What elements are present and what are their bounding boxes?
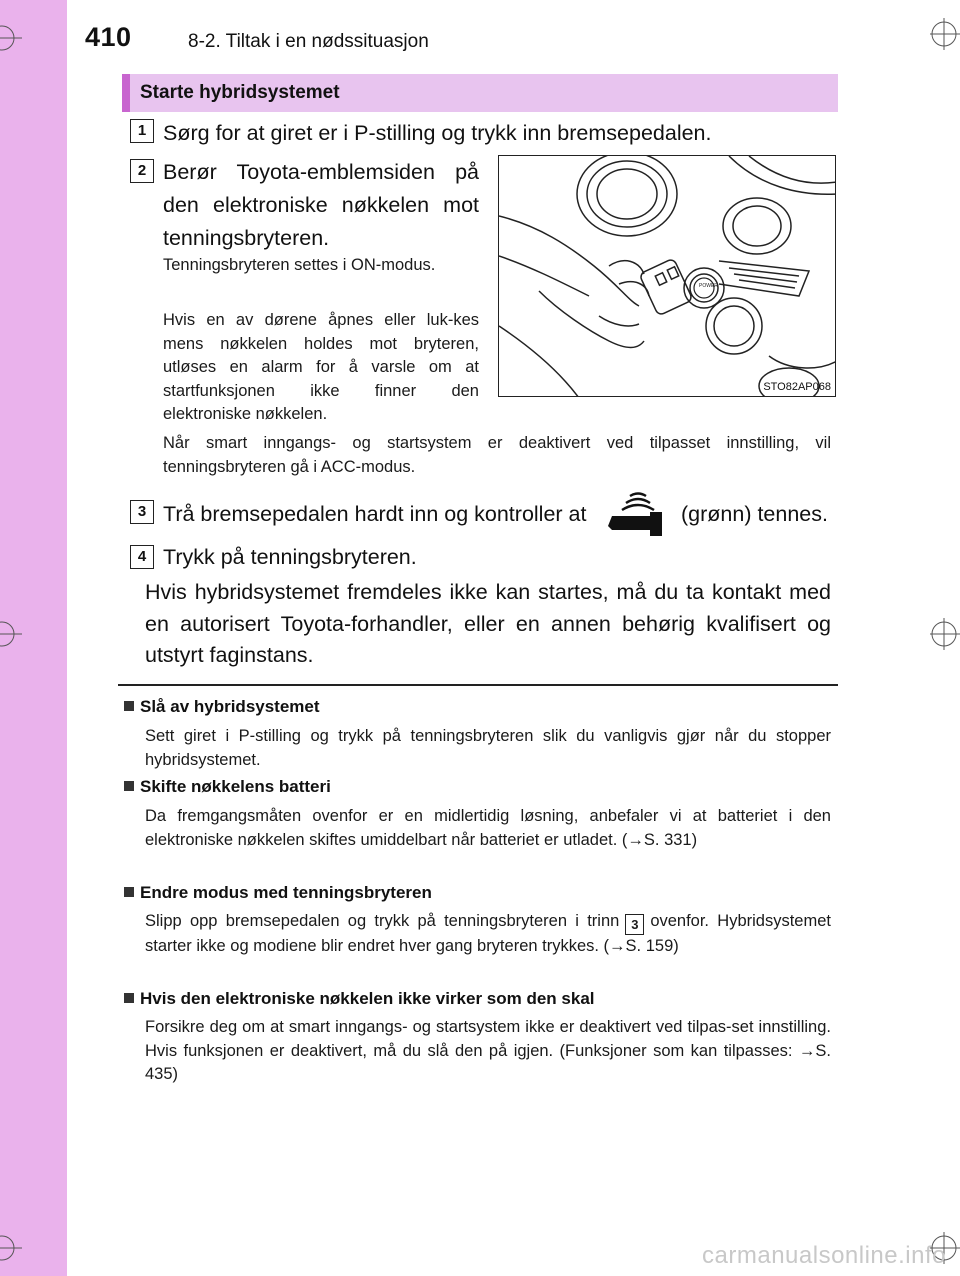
square-bullet-icon [124,887,134,897]
note-body-turn-off: Sett giret i P-stilling og trykk på tenningsbryteren slik du vanligvis gjør når du stopper hybridsystemet. [145,727,831,769]
step-1-text: Sørg for at giret er i P-stilling og trykk inn bremsepedalen. [163,121,712,145]
ready-indicator-key-icon [600,490,670,536]
square-bullet-icon [124,993,134,1003]
square-bullet-icon [124,701,134,711]
step-2-note-alarm: Hvis en av dørene åpnes eller luk-kes mens nøkkelen holdes mot bryteren, utløses en alarm for å varsle om at startfunksjonen ikke finner den elektroniske nøkkelen. [163,311,479,423]
square-bullet-icon [124,781,134,791]
step-number-3: 3 [130,500,154,524]
note-heading-turn-off: Slå av hybridsystemet [124,697,320,717]
step-2-note-acc-mode: Når smart inngangs- og startsystem er deaktivert ved tilpasset innstilling, vil tenningsbryteren gå i ACC-modus. [163,434,831,476]
hand-holding-key-drawing [499,156,836,397]
section-header-accent-bar [122,74,130,112]
step-number-1: 1 [130,119,154,143]
registration-mark-top-left [0,18,22,58]
step-3-text-before: Trå bremsepedalen hardt inn og kontroller at [163,502,587,526]
note-body-battery: Da fremgangsmåten ovenfor er en midlertidig løsning, anbefaler vi at batteriet i den elektroniske nøkkelen skiftes umiddelbart når batteriet er utladet. (→S. 331) [145,807,831,849]
registration-mark-top-right [930,14,960,54]
closing-paragraph: Hvis hybridsystemet fremdeles ikke kan startes, må du ta kontakt med en autorisert Toyota-forhandler, eller en annen behørig kvalifisert og utstyrt faginstans. [145,580,831,667]
section-divider [118,684,838,686]
note-body-change-mode: Slipp opp bremsepedalen og trykk på tenningsbryteren i trinn 3 ovenfor. Hybridsystemet starter ikke og modiene blir endret hver gang bryteren trykkes. (→S. 159) [145,912,831,955]
step-number-2: 2 [130,159,154,183]
power-button [694,278,718,298]
step-4-text: Trykk på tenningsbryteren. [163,545,417,569]
step-3-text-after: (grønn) tennes. [681,502,828,526]
section-header [122,74,838,112]
registration-mark-middle-right [930,614,960,654]
watermark: carmanualsonline.info [702,1242,946,1269]
section-title: Starte hybridsystemet [140,82,340,103]
chapter-section-title: 8-2. Tiltak i en nødssituasjon [188,31,429,52]
note-body-key-not-working: Forsikre deg om at smart inngangs- og startsystem ikke er deaktivert ved tilpas-set innstilling. Hvis funksjonen er deaktivert, må du slå den på igjen. (Funksjoner som kan tilpasses: →S. 435) [145,1018,831,1083]
page-number: 410 [85,22,132,52]
note-heading-change-mode: Endre modus med tenningsbryteren [124,883,432,903]
key-on-ignition-illustration [498,155,836,397]
step-2-note-on-mode: Tenningsbryteren settes i ON-modus. [163,256,436,274]
step-2-text: Berør Toyota-emblemsiden på den elektroniske nøkkelen mot tenningsbryteren. [163,160,479,250]
step-ref-3: 3 [625,914,644,935]
note-heading-battery: Skifte nøkkelens batteri [124,777,331,797]
illustration-code: STO82AP068 [763,381,831,393]
step-number-4: 4 [130,545,154,569]
note-heading-key-not-working: Hvis den elektroniske nøkkelen ikke virker som den skal [124,989,595,1009]
power-button-label: POWER [699,283,718,289]
registration-mark-bottom-left [0,1228,22,1268]
registration-mark-middle-left [0,614,22,654]
